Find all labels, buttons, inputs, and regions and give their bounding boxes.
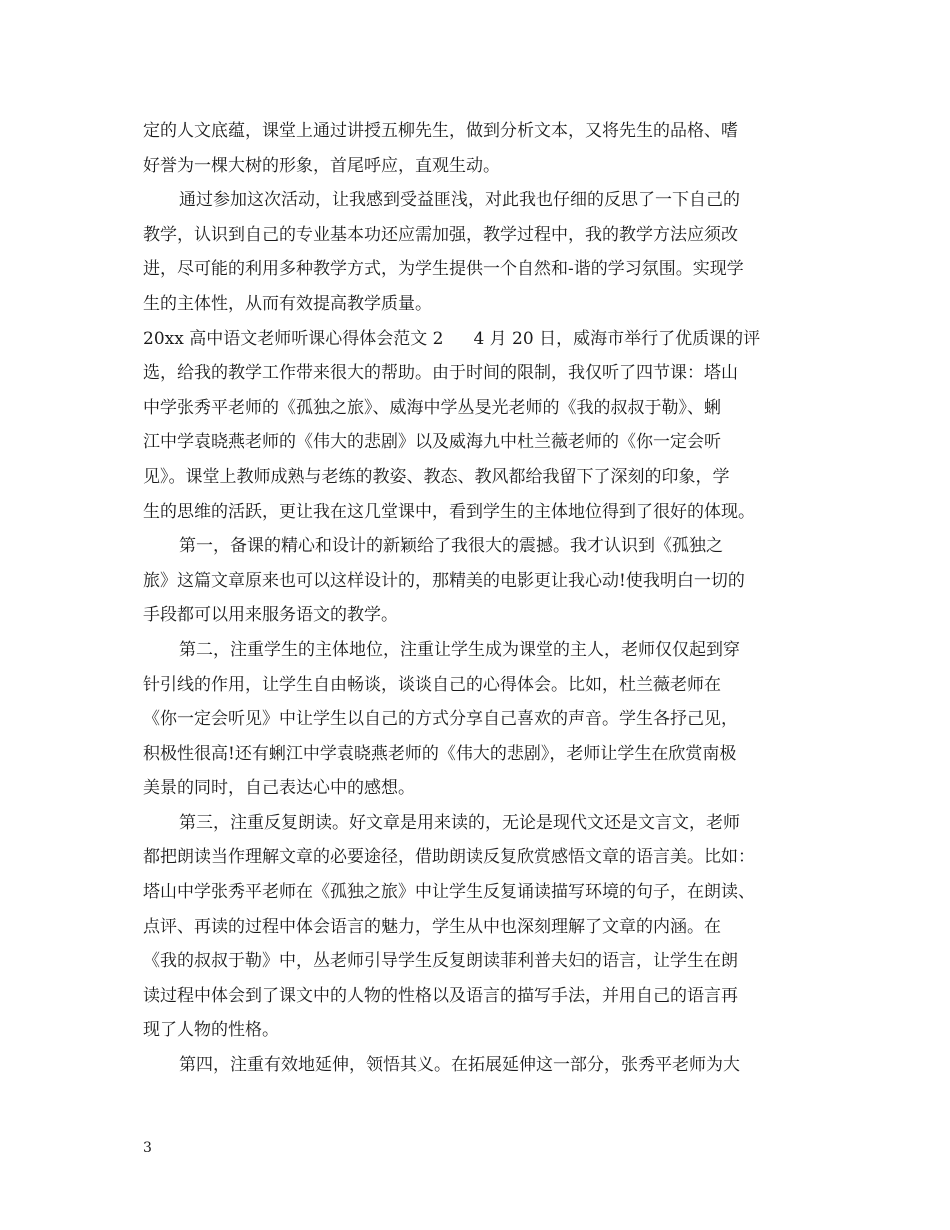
text-line <box>143 875 808 910</box>
text-line <box>143 183 808 218</box>
text-line-content: 现了人物的性格。 <box>143 1020 279 1041</box>
text-line-content: 点评、再读的过程中体会语言的魅力，学生从中也深刻理解了文章的内涵。在 <box>143 916 721 937</box>
text-line-content: 第二，注重学生的主体地位，注重让学生成为课堂的主人，老师仅仅起到穿 <box>179 639 740 660</box>
text-line <box>143 322 808 357</box>
text-line <box>143 495 808 530</box>
text-line-content: 通过参加这次活动，让我感到受益匪浅，对此我也仔细的反思了一下自己的 <box>179 190 740 211</box>
text-line <box>143 356 808 391</box>
page-number: 3 <box>143 1140 152 1156</box>
text-line-content: 美景的同时，自己表达心中的感想。 <box>143 778 415 799</box>
text-line-content: 见》。课堂上教师成熟与老练的教姿、教态、教风都给我留下了深刻的印象，学 <box>143 466 730 487</box>
text-line-content: 第三，注重反复朗读。好文章是用来读的，无论是现代文还是文言文，老师 <box>179 812 740 833</box>
text-line-content: 《你一定会听见》中让学生以自己的方式分享自己喜欢的声音。学生各抒己见， <box>143 709 738 730</box>
text-line-content: 读过程中体会到了课文中的人物的性格以及语言的描写手法，并用自己的语言再 <box>143 985 738 1006</box>
text-line <box>143 771 808 806</box>
text-line-content: 好誉为一棵大树的形象，首尾呼应，直观生动。 <box>143 155 500 176</box>
text-line <box>143 737 808 772</box>
text-line <box>143 633 808 668</box>
text-line-content: 塔山中学张秀平老师在《孤独之旅》中让学生反复诵读描写环境的句子，在朗读、 <box>143 882 755 903</box>
text-line-content: 20xx 高中语文老师听课心得体会范文 2 <box>143 328 444 349</box>
text-line <box>143 910 808 945</box>
text-line-content: 《我的叔叔于勒》中，丛老师引导学生反复朗读菲利普夫妇的语言，让学生在朗 <box>143 951 738 972</box>
text-line-content: 定的人文底蕴，课堂上通过讲授五柳先生，做到分析文本，又将先生的品格、嗜 <box>143 121 738 141</box>
text-line-content: 旅》这篇文章原来也可以这样设计的，那精美的电影更让我心动!使我明白一切的 <box>143 570 745 591</box>
text-line <box>143 149 808 184</box>
text-line <box>143 218 808 253</box>
text-line-content: 进，尽可能的利用多种教学方式，为学生提供一个自然和-谐的学习氛围。实现学 <box>143 259 744 280</box>
text-line <box>143 1048 808 1083</box>
text-line-content: 中学张秀平老师的《孤独之旅》、威海中学丛旻光老师的《我的叔叔于勒》、蜊 <box>143 397 721 418</box>
text-line <box>143 391 808 426</box>
text-line-continuation: 4 月 20 日，威海市举行了优质课的评 <box>473 328 761 349</box>
text-line <box>143 252 808 287</box>
text-line <box>143 668 808 703</box>
text-line <box>143 806 808 841</box>
text-line <box>143 114 808 149</box>
text-line <box>143 564 808 599</box>
text-line-content: 江中学袁晓燕老师的《伟大的悲剧》以及威海九中杜兰薇老师的《你一定会听 <box>143 432 721 453</box>
text-line-content: 积极性很高!还有蜊江中学袁晓燕老师的《伟大的悲剧》，老师让学生在欣赏南极 <box>143 743 737 764</box>
text-line-content: 手段都可以用来服务语文的教学。 <box>143 605 398 626</box>
text-line-content: 生的主体性，从而有效提高教学质量。 <box>143 293 432 314</box>
text-line-content: 教学，认识到自己的专业基本功还应需加强，教学过程中，我的教学方法应须改 <box>143 224 738 245</box>
text-line <box>143 1013 808 1048</box>
text-line-content: 第四，注重有效地延伸，领悟其义。在拓展延伸这一部分，张秀平老师为大 <box>179 1055 740 1076</box>
text-line <box>143 287 808 322</box>
text-line-content: 选，给我的教学工作带来很大的帮助。由于时间的限制，我仅听了四节课：塔山 <box>143 363 738 384</box>
text-line <box>143 529 808 564</box>
text-line <box>143 598 808 633</box>
document-body <box>143 114 808 1083</box>
text-line <box>143 840 808 875</box>
text-line <box>143 702 808 737</box>
text-line <box>143 944 808 979</box>
text-line-content: 生的思维的活跃，更让我在这几堂课中，看到学生的主体地位得到了很好的体现。 <box>143 501 755 522</box>
text-line <box>143 979 808 1014</box>
text-line-content: 第一，备课的精心和设计的新颖给了我很大的震撼。我才认识到《孤独之 <box>179 536 723 557</box>
text-line <box>143 425 808 460</box>
text-line-content: 都把朗读当作理解文章的必要途径，借助朗读反复欣赏感悟文章的语言美。比如： <box>143 847 755 868</box>
text-line-content: 针引线的作用，让学生自由畅谈，谈谈自己的心得体会。比如，杜兰薇老师在 <box>143 674 721 695</box>
text-line <box>143 460 808 495</box>
